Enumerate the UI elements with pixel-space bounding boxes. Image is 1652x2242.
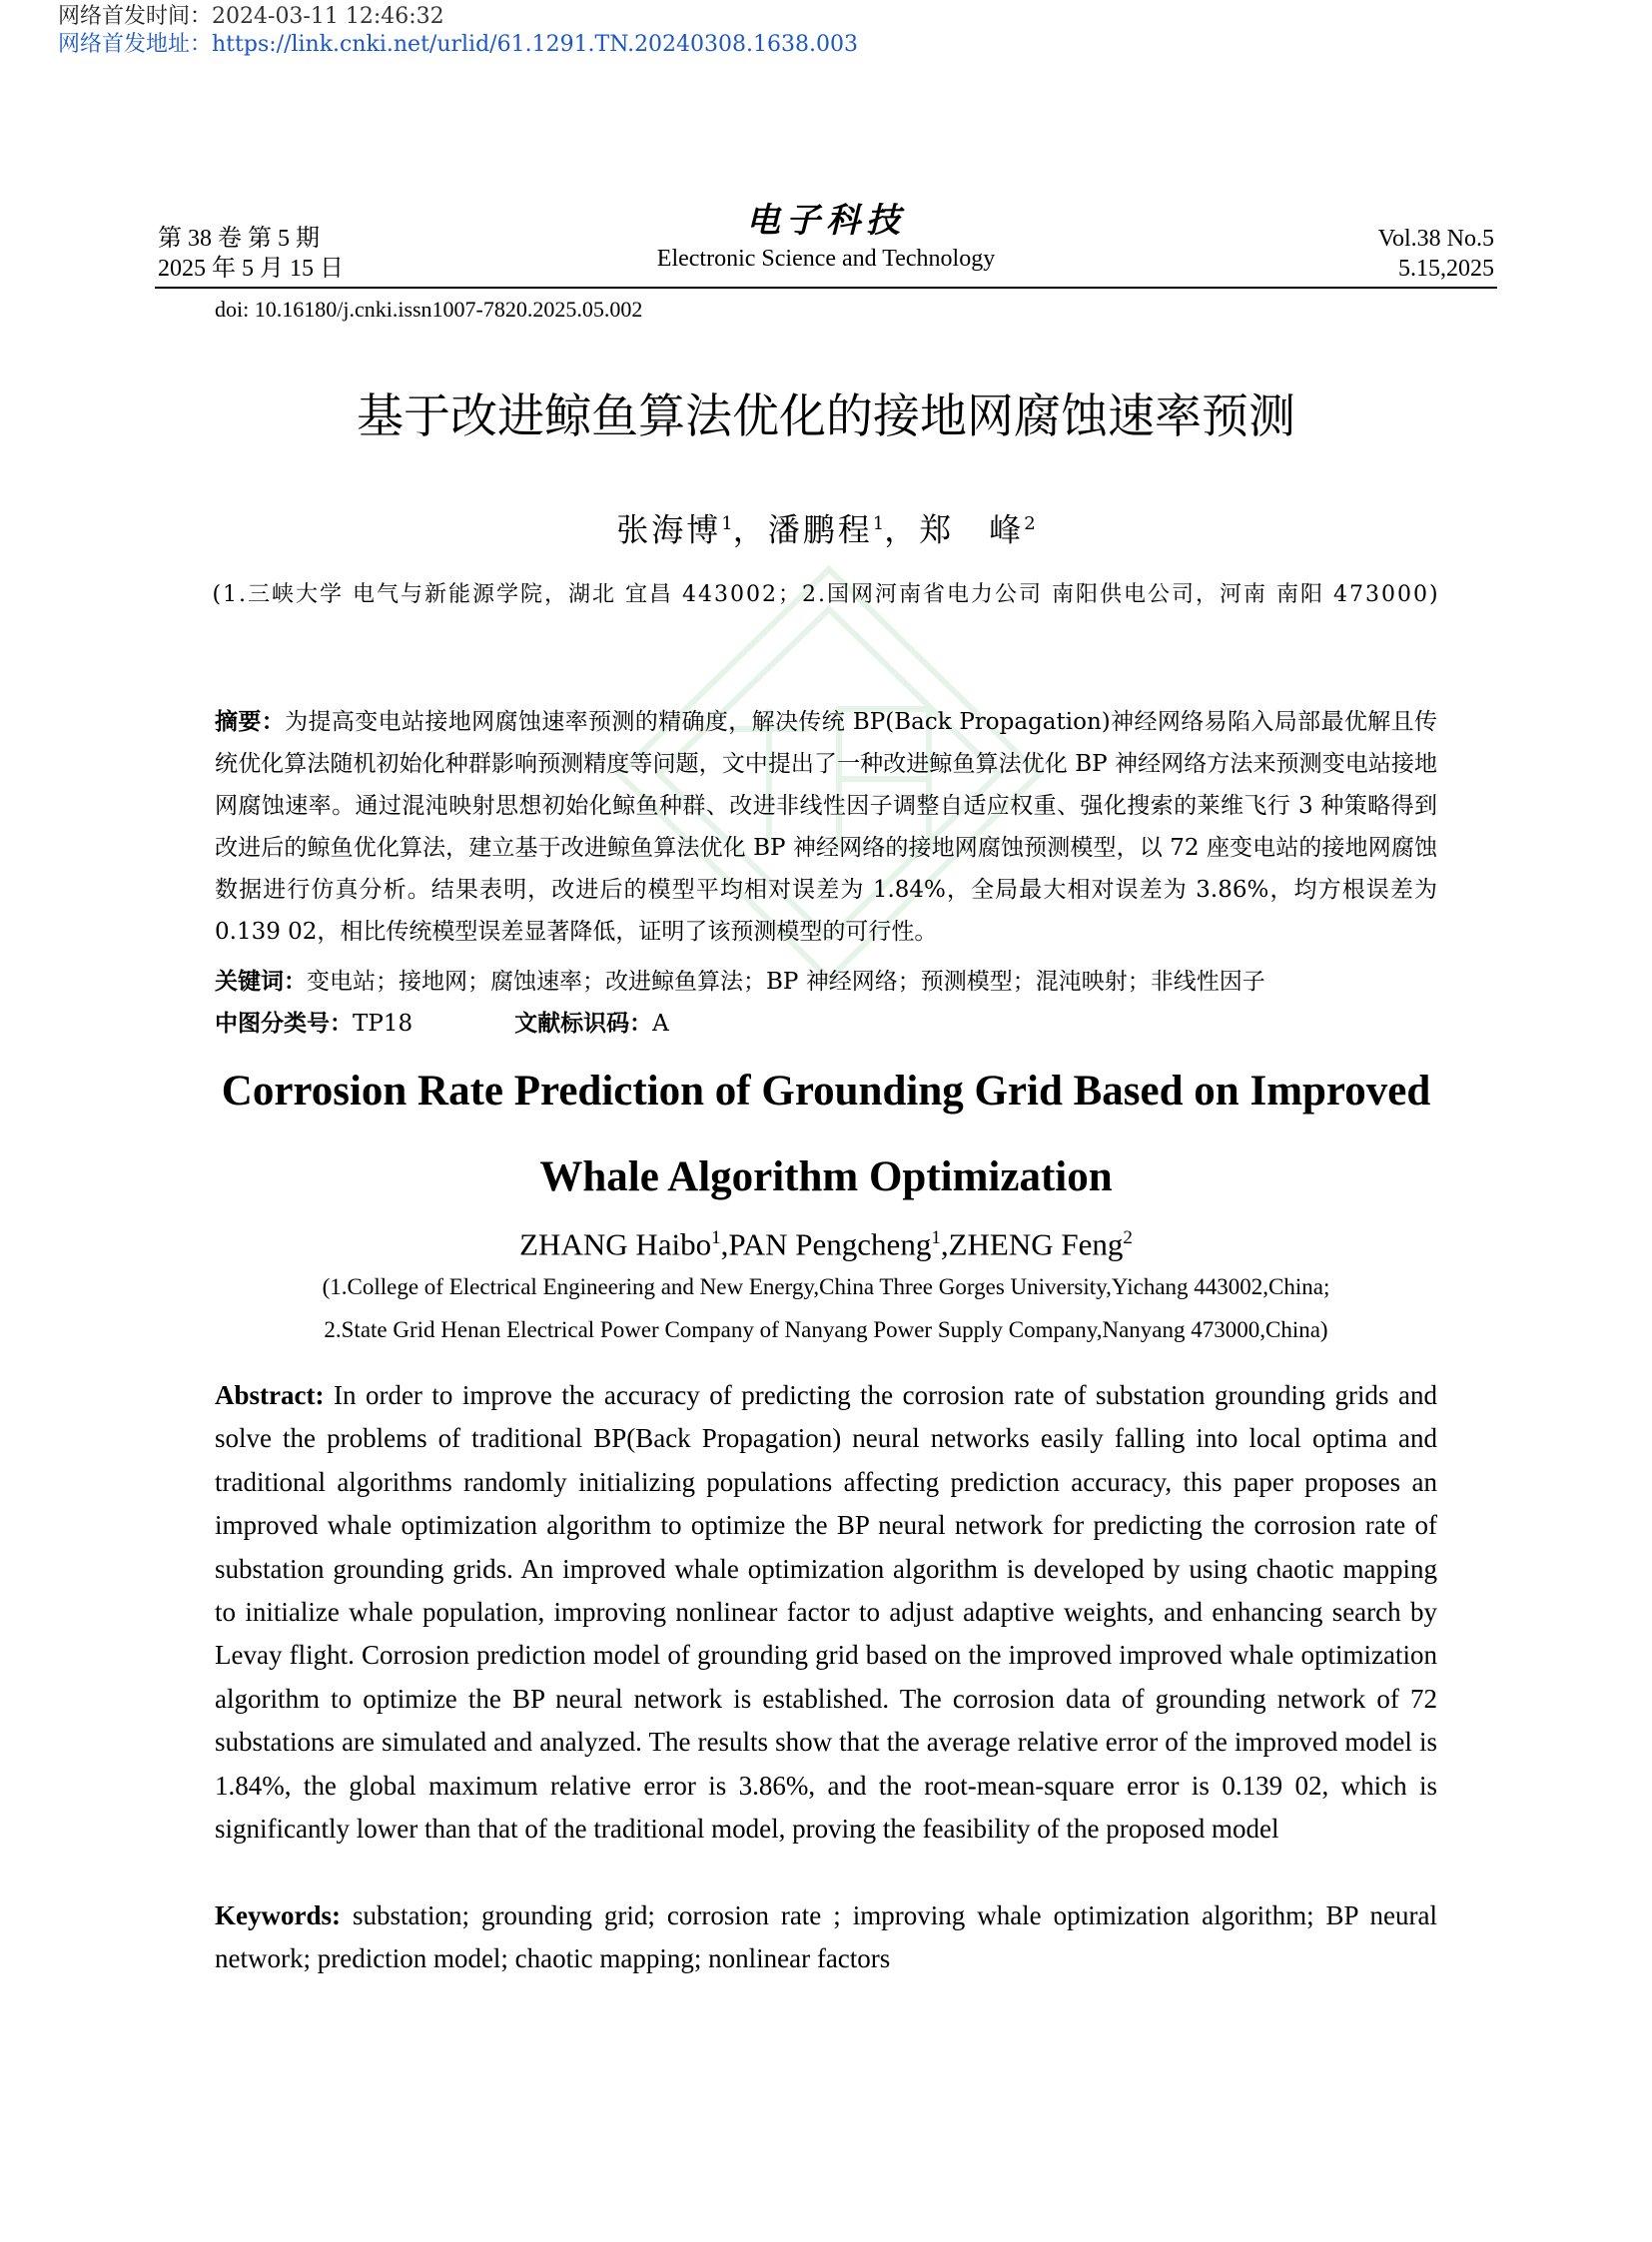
volume-cn: 第 38 卷 第 5 期 [158,226,320,252]
doc-code-label: 文献标识码： [514,1011,653,1037]
online-publication-url [58,32,858,58]
author-cn-2-affil: 1 [872,513,885,534]
author-en-2-affil: 1 [931,1227,941,1248]
author-cn-sep: ， [732,510,768,549]
author-cn-2: 潘鹏程 [767,510,873,549]
title-cn: 基于改进鲸鱼算法优化的接地网腐蚀速率预测 [357,389,1295,444]
keywords-cn-text: 变电站；接地网；腐蚀速率；改进鲸鱼算法；BP 神经网络；预测模型；混沌映射；非线性因子 [307,969,1265,995]
author-en-sep: , [720,1226,729,1262]
title-en-line-2: Whale Algorithm Optimization [539,1153,1113,1200]
header-right [1378,224,1494,284]
keywords-en-label: Keywords: [215,1900,341,1930]
abstract-cn-label: 摘要： [215,709,286,735]
author-en-3-affil: 2 [1123,1227,1133,1248]
author-cn-1-affil: 1 [721,513,733,534]
header-rule [155,287,1497,289]
online-time-value: 2024-03-11 12:46:32 [212,4,444,29]
clc-label: 中图分类号： [215,1011,353,1037]
author-cn-3: 郑 峰 [919,510,1025,549]
abstract-en-text: In order to improve the accuracy of predicting the corrosion rate of substation grounding grids and solve the problems of traditional BP(Back Propagation) neural networks easily falling into local optima and traditional algorithms randomly initializing populations affecting prediction accuracy, this paper proposes an improved whale optimization algorithm to optimize the BP neural network for predicting the corrosion rate of substation grounding grids. An improved whale optimization algorithm is developed by using chaotic mapping to initialize whale population, improving nonlinear factor to adjust adaptive weights, and enhancing search by Levay flight. Corrosion prediction model of grounding grid based on the improved improved whale optimization algorithm to optimize the BP neural network is established. The corrosion data of grounding network of 72 substations are simulated and analyzed. The results show that the average relative error of the improved model is 1.84%, the global maximum relative error is 3.86%, and the root-mean-square error is 0.139 02, which is significantly lower than that of the traditional model, proving the feasibility of the proposed model [215,1380,1438,1845]
affiliation-en-line-2: 2.State Grid Henan Electrical Power Company of Nanyang Power Supply Company,Nanyang 473000,China) [324,1317,1328,1342]
abstract-cn [215,701,1437,953]
affiliation-cn: (1.三峡大学 电气与新能源学院，湖北 宜昌 443002；2.国网河南省电力公司 南阳供电公司，河南 南阳 473000) [212,582,1440,607]
keywords-en [215,1894,1437,1981]
clc-value: TP18 [353,1011,413,1037]
author-cn-3-affil: 2 [1024,513,1036,534]
authors-en [0,1218,1652,1264]
journal-name-en: Electronic Science and Technology [656,246,996,272]
author-en-3: ZHENG Feng [948,1226,1124,1262]
author-cn-sep: ， [884,510,920,549]
affiliation-en-line-1: (1.College of Electrical Engineering and New Energy,China Three Gorges University,Yichang 443002,China; [322,1274,1330,1299]
online-time-label: 网络首发时间： [58,4,213,29]
doc-code-value: A [652,1011,669,1037]
keywords-cn [215,961,1437,1003]
author-en-1-affil: 1 [711,1227,721,1248]
authors-cn [0,503,1652,551]
classification-row [215,1003,1437,1045]
online-url-link[interactable]: https://link.cnki.net/urlid/61.1291.TN.20240308.1638.003 [212,32,859,57]
abstract-cn-text: 为提高变电站接地网腐蚀速率预测的精确度，解决传统 BP(Back Propagation)神经网络易陷入局部最优解且传统优化算法随机初始化种群影响预测精度等问题，文中提出了一种改进鲸鱼算法优化 BP 神经网络方法来预测变电站接地网腐蚀速率。通过混沌映射思想初始化鲸鱼种群、改进非线性因子调整自适应权重、强化搜索的莱维飞行 3 种策略得到改进后的鲸鱼优化算法，建立基于改进鲸鱼算法优化 BP 神经网络的接地网腐蚀预测模型，以 72 座变电站的接地网腐蚀数据进行仿真分析。结果表明，改进后的模型平均相对误差为 1.84%，全局最大相对误差为 3.86%，均方根误差为 0.139 02，相比传统模型误差显著降低，证明了该预测模型的可行性。 [215,709,1438,945]
author-cn-1: 张海博 [616,510,722,549]
volume-en: Vol.38 No.5 [1377,226,1494,252]
author-en-2: PAN Pengcheng [728,1226,932,1262]
online-publication-time [58,4,444,30]
online-url-label: 网络首发地址： [58,32,213,57]
author-en-1: ZHANG Haibo [519,1226,712,1262]
journal-logo: 电子科技 [746,203,906,240]
author-en-sep: , [940,1226,949,1262]
date-cn: 2025 年 5 月 15 日 [158,256,344,282]
keywords-en-text: substation; grounding grid; corrosion rate ; improving whale optimization algorithm; BP neural network; prediction model; chaotic mapping; nonlinear factors [215,1900,1438,1974]
doi: doi: 10.16180/j.cnki.issn1007-7820.2025.05.002 [215,297,643,322]
abstract-en [215,1374,1437,1851]
abstract-en-label: Abstract: [215,1380,325,1410]
date-en: 5.15,2025 [1398,256,1494,282]
keywords-cn-label: 关键词： [215,969,307,995]
title-en-line-1: Corrosion Rate Prediction of Grounding Grid Based on Improved [221,1068,1431,1115]
